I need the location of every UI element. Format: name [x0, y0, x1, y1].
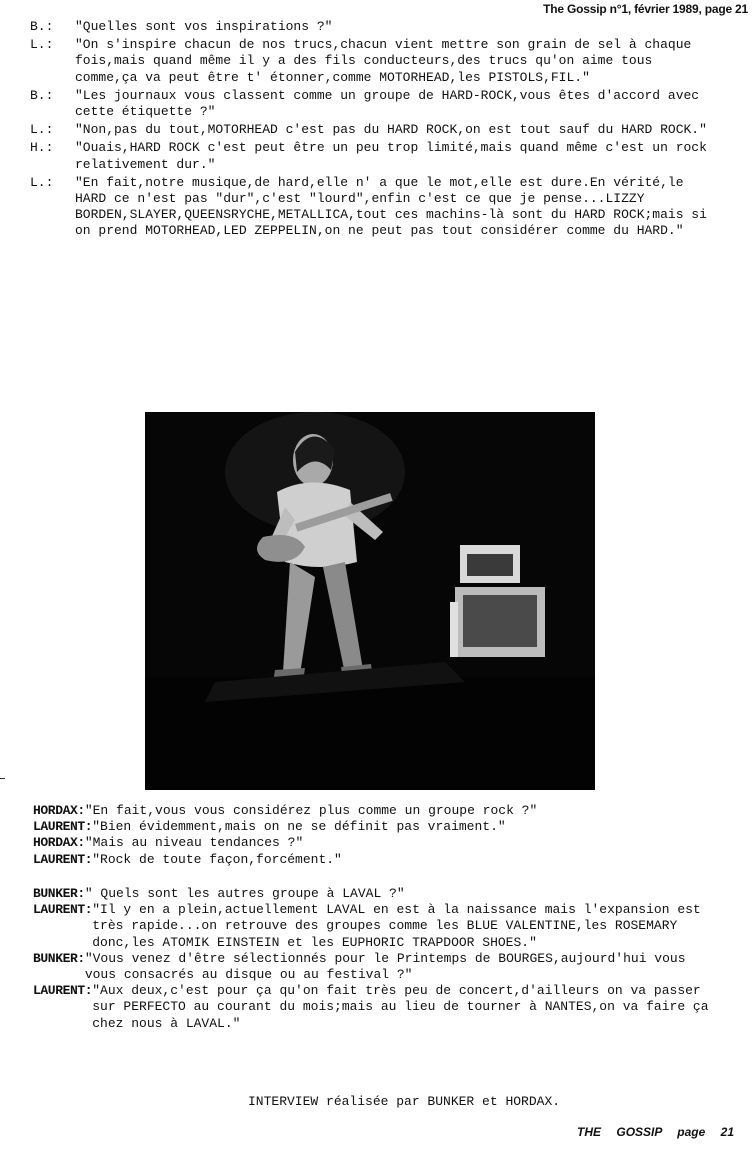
margin-mark — [0, 778, 5, 779]
speaker: LAURENT: — [33, 902, 93, 918]
footer-label: THE GOSSIP — [577, 1125, 662, 1139]
utterance: "Aux deux,c'est pour ça qu'on fait très peu de concert,d'ailleurs on va passer sur PERFECTO au courant du mois;mais au lieu de tourner à NANTES,on va faire ça chez nous à LAVAL." — [92, 983, 709, 1031]
utterance: " Quels sont les autres groupe à LAVAL ?" — [84, 886, 405, 901]
utterance: "En fait,vous vous considérez plus comme un groupe rock ?" — [84, 803, 538, 818]
utterance: "En fait,notre musique,de hard,elle n' a que le mot,elle est dure.En vérité,le HARD ce n'est pas "dur",c'est "lourd",enfin c'est ce que je pense...LIZZY BORDEN,SLAYER,QUEENSRYCHE,METALLICA,tout ces machins-là sont du HARD ROCK;mais si on prend MOTORHEAD,LED ZEPPELIN,on ne peut pas tout considérer comme du HARD." — [75, 174, 707, 239]
concert-photo — [145, 412, 595, 790]
utterance: "Vous venez d'être sélectionnés pour le Printemps de BOURGES,aujourd'hui vous vous consacrés au disque ou au festival ?" — [84, 950, 686, 983]
footer-page: page 21 — [677, 1125, 734, 1139]
exchange — [30, 175, 720, 240]
utterance: "Quelles sont vos inspirations ?" — [75, 19, 333, 34]
exchange — [33, 852, 723, 868]
speaker: LAURENT: — [33, 983, 93, 999]
utterance: "On s'inspire chacun de nos trucs,chacun vient mettre son grain de sel à chaque fois,mais quand même il y a des fils conducteurs,des trucs qu'on aime tous comme,ça va peut être t' étonner,comme MOTORHEAD,les PISTOLS,FIL." — [75, 37, 692, 85]
exchange — [33, 835, 723, 851]
interview-part-1 — [30, 19, 720, 242]
interview-part-2a — [33, 803, 723, 868]
utterance: "Les journaux vous classent comme un groupe de HARD-ROCK,vous êtes d'accord avec cette étiquette ?" — [75, 87, 700, 120]
page-header: The Gossip n°1, février 1989, page 21 — [543, 2, 748, 16]
interview-part-2b — [33, 886, 723, 1032]
speaker: B.: — [30, 87, 54, 103]
speaker: L.: — [30, 37, 54, 53]
exchange — [30, 88, 720, 120]
utterance: "Ouais,HARD ROCK c'est peut être un peu trop limité,mais quand même c'est un rock relativement dur." — [75, 140, 707, 172]
speaker: L.: — [30, 174, 54, 190]
speaker: H.: — [30, 140, 54, 156]
speaker: B.: — [30, 19, 54, 34]
guitarist-on-stage-image — [145, 412, 595, 790]
interview-credit: INTERVIEW réalisée par BUNKER et HORDAX. — [248, 1094, 561, 1109]
exchange — [33, 902, 723, 951]
exchange — [33, 803, 723, 819]
exchange — [33, 983, 723, 1032]
speaker: LAURENT: — [33, 819, 93, 835]
utterance: "Rock de toute façon,forcément." — [92, 851, 342, 867]
exchange — [33, 886, 723, 902]
exchange — [33, 819, 723, 835]
speaker: LAURENT: — [33, 851, 93, 867]
speaker: BUNKER: — [33, 950, 85, 966]
exchange — [30, 37, 720, 86]
exchange — [33, 951, 723, 983]
page-footer — [577, 1125, 734, 1139]
exchange — [30, 19, 720, 35]
speaker: L.: — [30, 122, 54, 138]
utterance: "Bien évidemment,mais on ne se définit pas vraiment." — [92, 819, 506, 835]
utterance: "Non,pas du tout,MOTORHEAD c'est pas du HARD ROCK,on est tout sauf du HARD ROCK." — [75, 122, 707, 138]
speaker: HORDAX: — [33, 803, 85, 818]
exchange — [30, 140, 720, 172]
utterance: "Il y en a plein,actuellement LAVAL en est à la naissance mais l'expansion est très rapide...on retrouve des groupes comme les BLUE VALENTINE,les ROSEMARY donc,les ATOMIK EINSTEIN et les EUPHORIC TRAPDOOR SHOES." — [92, 902, 701, 950]
utterance: "Mais au niveau tendances ?" — [84, 835, 304, 851]
speaker: BUNKER: — [33, 886, 85, 901]
speaker: HORDAX: — [33, 835, 85, 851]
exchange — [30, 122, 720, 138]
